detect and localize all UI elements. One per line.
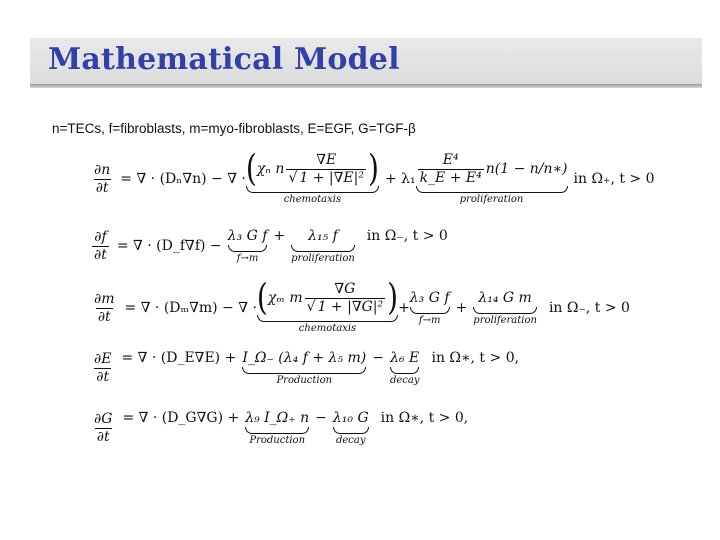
underbrace xyxy=(246,186,379,193)
diffusion-term: = ∇ · (Dₙ∇n) − ∇ · xyxy=(120,171,246,188)
lhs-fraction: $\frac{\partial n}{\partial t}$ xyxy=(94,162,111,196)
title-rule xyxy=(30,84,702,88)
brace-label: chemotaxis xyxy=(283,194,342,206)
equation-e: $\frac{\partial E}{\partial t}$ = ∇ · (D_E∇E) + I_Ω₋ (λ₄ f + λ₅ m) Production − λ₆ E decay in Ω∗, t > 0, xyxy=(94,350,520,386)
equation-n: $\frac{\partial n}{\partial t}$ = ∇ · (Dₙ∇n) − ∇ · ( χₙ n $\frac{\nabla E}{\text{√ 1 + |∇E|²}}$ ) chemotaxis + λ₁ $\frac{\text{E⁴}}{\text{k\_E + E⁴}}$ n(1 − n/n∗) proliferation in Ω₊, t > 0 xyxy=(94,147,655,206)
domain-label: in Ω₊, t > 0 xyxy=(573,171,655,188)
slide-title: Mathematical Model xyxy=(48,42,400,77)
title-bar xyxy=(30,38,702,84)
equation-f: $\frac{\partial f}{\partial t}$ = ∇ · (D_f∇f) − λ₃ G f f→m + λ₁₅ f proliferation in Ω₋, t > 0 xyxy=(94,228,448,264)
proliferation-group: $\frac{\text{E⁴}}{\text{k\_E + E⁴}}$ n(1 − n/n∗) proliferation xyxy=(416,153,568,205)
equation-m: $\frac{\partial m}{\partial t}$ = ∇ · (Dₘ∇m) − ∇ · ( χₘ m $\frac{\nabla G}{\text{√ 1 + |∇G|²}}$ ) chemotaxis + λ₃ G f f→m + λ₁₄ G m proliferation in Ω₋, t > 0 xyxy=(94,276,630,335)
chemotaxis-group: ( χₙ n $\frac{\nabla E}{\text{√ 1 + |∇E|²}}$ ) chemotaxis xyxy=(245,147,379,206)
variable-definitions: n=TECs, f=fibroblasts, m=myo-fibroblasts, E=EGF, G=TGF-β xyxy=(52,121,416,136)
equation-g: $\frac{\partial G}{\partial t}$ = ∇ · (D_G∇G) + λ₉ I_Ω₊ n Production − λ₁₀ G decay in Ω∗, t > 0, xyxy=(94,410,469,446)
